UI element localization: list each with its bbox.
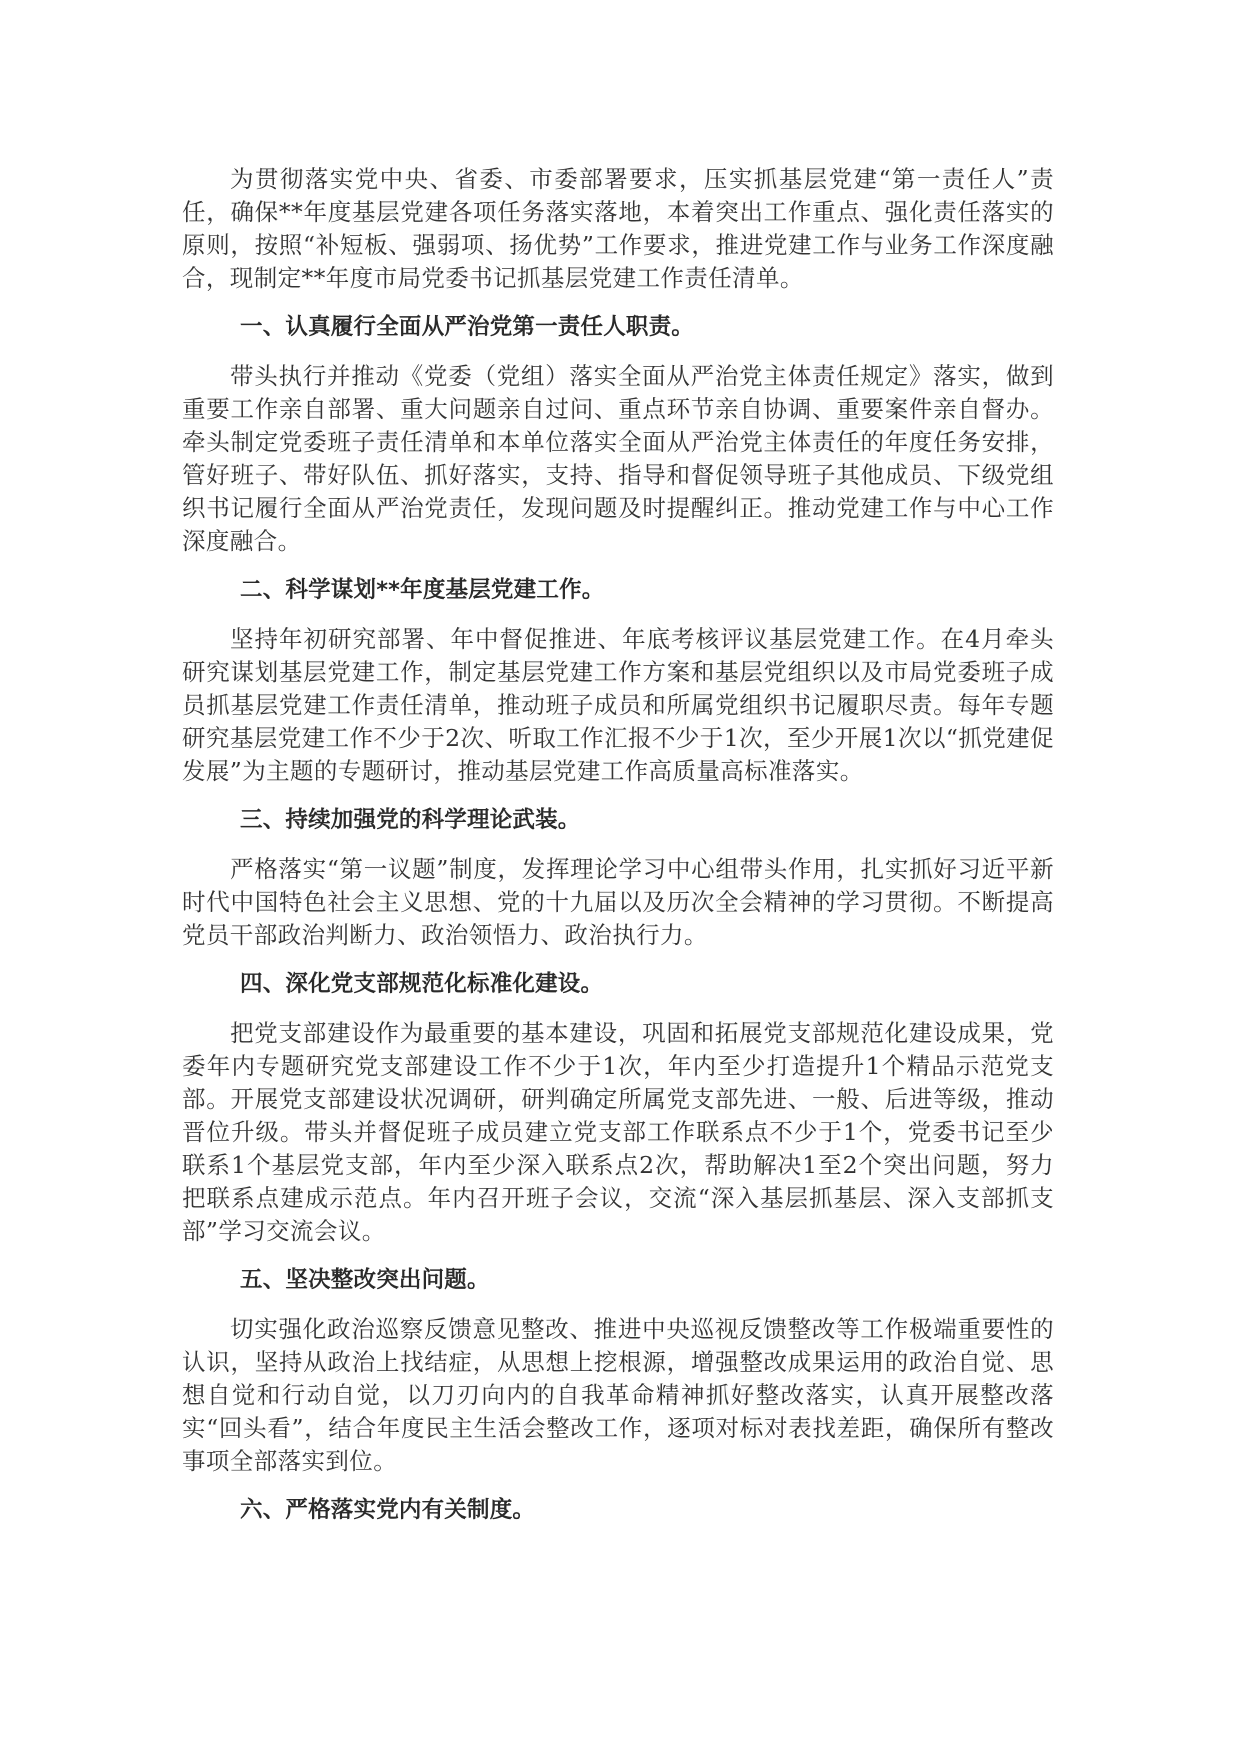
section-6-heading: 六、严格落实党内有关制度。: [240, 1497, 536, 1523]
section-2-heading: 二、科学谋划**年度基层党建工作。: [240, 577, 605, 603]
section-5-body: 切实强化政治巡察反馈意见整改、推进中央巡视反馈整改等工作极端重要性的认识，坚持从政治上找结症，从思想上挖根源，增强整改成果运用的政治自觉、思想自觉和行动自觉，以刀刃向内的自我革命精神抓好整改落实，认真开展整改落实“回头看”，结合年度民主生活会整改工作，逐项对标对表找差距，确保所有整改事项全部落实到位。: [182, 1315, 1054, 1475]
section-1-heading: 一、认真履行全面从严治党第一责任人职责。: [240, 314, 695, 340]
section-2-body: 坚持年初研究部署、年中督促推进、年底考核评议基层党建工作。在4月牵头研究谋划基层党建工作，制定基层党建工作方案和基层党组织以及市局党委班子成员抓基层党建工作责任清单，推动班子成员和所属党组织书记履职尽责。每年专题研究基层党建工作不少于2次、听取工作汇报不少于1次，至少开展1次以“抓党建促发展”为主题的专题研讨，推动基层党建工作高质量高标准落实。: [182, 625, 1054, 785]
section-3-heading: 三、持续加强党的科学理论武装。: [240, 807, 581, 833]
section-3-body: 严格落实“第一议题”制度，发挥理论学习中心组带头作用，扎实抓好习近平新时代中国特色社会主义思想、党的十九届以及历次全会精神的学习贯彻。不断提高党员干部政治判断力、政治领悟力、政治执行力。: [182, 855, 1054, 949]
section-1-body: 带头执行并推动《党委（党组）落实全面从严治党主体责任规定》落实，做到重要工作亲自部署、重大问题亲自过问、重点环节亲自协调、重要案件亲自督办。牵头制定党委班子责任清单和本单位落实全面从严治党主体责任的年度任务安排，管好班子、带好队伍、抓好落实，支持、指导和督促领导班子其他成员、下级党组织书记履行全面从严治党责任，发现问题及时提醒纠正。推动党建工作与中心工作深度融合。: [182, 362, 1054, 555]
section-5-heading: 五、坚决整改突出问题。: [240, 1267, 490, 1293]
section-4-body: 把党支部建设作为最重要的基本建设，巩固和拓展党支部规范化建设成果，党委年内专题研究党支部建设工作不少于1次，年内至少打造提升1个精品示范党支部。开展党支部建设状况调研，研判确定所属党支部先进、一般、后进等级，推动晋位升级。带头并督促班子成员建立党支部工作联系点不少于1个，党委书记至少联系1个基层党支部，年内至少深入联系点2次，帮助解决1至2个突出问题，努力把联系点建成示范点。年内召开班子会议，交流“深入基层抓基层、深入支部抓支部”学习交流会议。: [182, 1019, 1054, 1245]
intro-paragraph: 为贯彻落实党中央、省委、市委部署要求，压实抓基层党建“第一责任人”责任，确保**年度基层党建各项任务落实落地，本着突出工作重点、强化责任落实的原则，按照“补短板、强弱项、扬优势”工作要求，推进党建工作与业务工作深度融合，现制定**年度市局党委书记抓基层党建工作责任清单。: [182, 165, 1054, 292]
document-page: [182, 163, 1054, 1543]
section-4-heading: 四、深化党支部规范化标准化建设。: [240, 971, 604, 997]
